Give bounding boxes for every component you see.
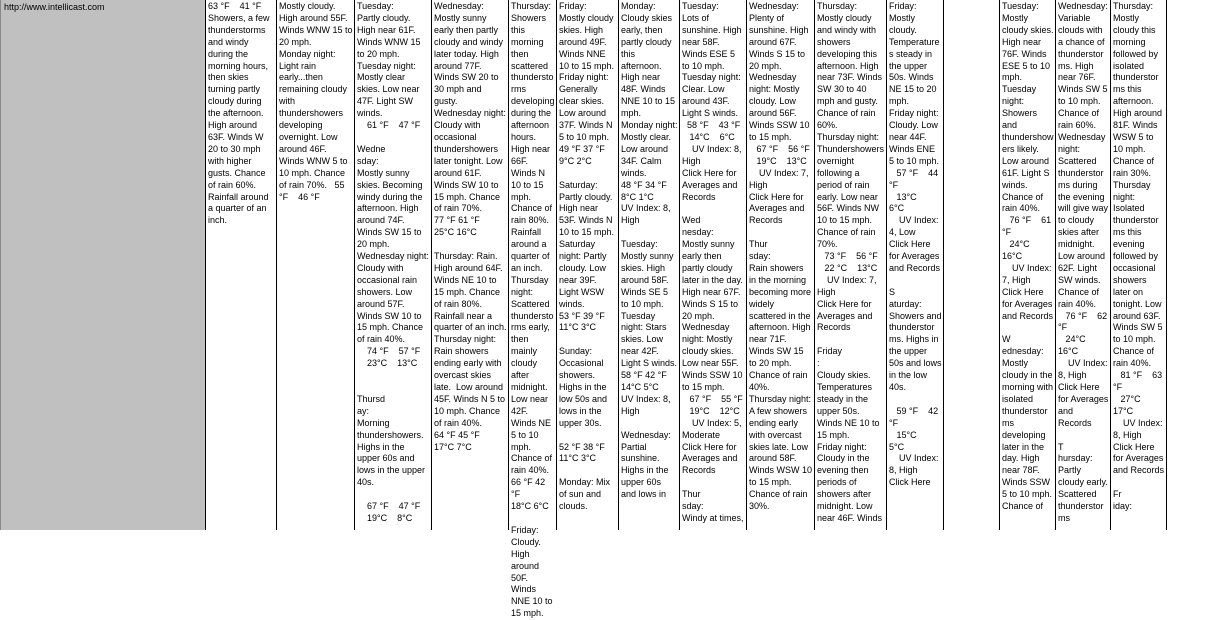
forecast-column-5: Thursday: Showers this morning then scattered thunderstorms developing during the afternoon hours. High near 66F. Winds N 10 to 15 mph. Chance of rain 80%. Rainfall around a quarter of an inch. Thursday night: Scattered thunderstorms early, then mainly cloudy after midnight. Low near 42F. Winds NE 5 to 10 mph. Chance of rain 40%. 66 °F 42 °F 18°C 6°C Friday: Cloudy. High around 50F. Winds NNE 10 to 15 mph.: [508, 0, 556, 530]
forecast-column-6: Friday: Mostly cloudy skies. High around 49F. Winds NNE 10 to 15 mph. Friday night: Generally clear skies. Low around 37F. Winds N 5 to 10 mph. 49 °F 37 °F 9°C 2°C Saturday: Partly cloudy. High near 53F. Winds N 10 to 15 mph. Saturday night: Partly cloudy. Low near 39F. Light WSW winds. 53 °F 39 °F 11°C 3°C Sunday: Occasional showers. Highs in the low 50s and lows in the upper 30s. 52 °F 38 °F 11°C 3°C Monday: Mix of sun and clouds.: [556, 0, 618, 530]
forecast-column-4: Wednesday: Mostly sunny early then partly cloudy and windy later today. High around 77F. Winds SW 20 to 30 mph and gusty. Wednesday night: Cloudy with occasional thundershowers later tonight. Low around 61F. Winds SW 10 to 15 mph. Chance of rain 70%. 77 °F 61 °F 25°C 16°C Thursday: Rain. High around 64F. Winds NE 10 to 15 mph. Chance of rain 80%. Rainfall near a quarter of an inch. Thursday night: Rain showers ending early with overcast skies late. Low around 45F. Winds N 5 to 10 mph. Chance of rain 40%. 64 °F 45 °F 17°C 7°C: [431, 0, 508, 530]
forecast-column-14: Wednesday: Variable clouds with a chance of thunderstorms. High near 76F. Winds SW 5 to 10 mph. Chance of rain 60%. Wednesday night: Scattered thunderstorms during the evening will give way to cloudy skies after midnight. Low around 62F. Light SW winds. Chance of rain 40%. 76 °F 62 °F 24°C 16°C UV Index: 8, High Click Here for Averages and Records T hursday: Partly cloudy early. Scattered thunderstorms: [1055, 0, 1110, 530]
forecast-column-8: Tuesday: Lots of sunshine. High near 58F. Winds ESE 5 to 10 mph. Tuesday night: Clear. Low around 43F. Light S winds. 58 °F 43 °F 14°C 6°C UV Index: 8, High Click Here for Averages and Records Wed nesday: Mostly sunny early then partly cloudy later in the day. High near 67F. Winds S 15 to 20 mph. Wednesday night: Mostly cloudy skies. Low near 55F. Winds SSW 10 to 15 mph. 67 °F 55 °F 19°C 12°C UV Index: 5, Moderate Click Here for Averages and Records Thur sday: Windy at times,: [679, 0, 746, 530]
forecast-column-7: Monday: Cloudy skies early, then partly cloudy this afternoon. High near 48F. Winds NNE 10 to 15 mph. Monday night: Mostly clear. Low around 34F. Calm winds. 48 °F 34 °F 8°C 1°C UV Index: 8, High Tuesday: Mostly sunny skies. High around 58F. Winds SE 5 to 10 mph. Tuesday night: Stars skies. Low near 42F. Light S winds. 58 °F 42 °F 14°C 5°C UV Index: 8, High Wednesday: Partial sunshine. Highs in the upper 60s and lows in: [618, 0, 679, 530]
forecast-column-15: Thursday: Mostly cloudy this morning followed by isolated thunderstorms this afternoon. High around 81F. Winds WSW 5 to 10 mph. Chance of rain 30%. Thursday night: Isolated thunderstorms this evening followed by occasional showers later on tonight. Low around 63F. Winds SW 5 to 10 mph. Chance of rain 40%. 81 °F 63 °F 27°C 17°C UV Index: 8, High Click Here for Averages and Records Fr iday:: [1110, 0, 1166, 530]
forecast-column-1: 63 °F 41 °F Showers, a few thunderstorms and windy during the morning hours, then skies turning partly cloudy during the afternoon. High around 63F. Winds W 20 to 30 mph with higher gusts. Chance of rain 60%. Rainfall around a quarter of an inch.: [205, 0, 276, 530]
forecast-column-11: Friday: Mostly cloudy. Temperatures steady in the upper 50s. Winds NE 15 to 20 mph. Friday night: Cloudy. Low near 44F. Winds ENE 5 to 10 mph. 57 °F 44 °F 13°C 6°C UV Index: 4, Low Click Here for Averages and Records S aturday: Showers and thunderstorms. Highs in the upper 50s and lows in the low 40s. 59 °F 42 °F 15°C 5°C UV Index: 8, High Click Here: [886, 0, 943, 530]
forecast-column-3: Tuesday: Partly cloudy. High near 61F. Winds WNW 15 to 20 mph. Tuesday night: Mostly clear skies. Low near 47F. Light SW winds. 61 °F 47 °F Wedne sday: Mostly sunny skies. Becoming windy during the afternoon. High around 74F. Winds SW 15 to 20 mph. Wednesday night: Cloudy with occasional rain showers. Low around 57F. Winds SW 10 to 15 mph. Chance of rain 40%. 74 °F 57 °F 23°C 13°C Thursd ay: Morning thundershowers. Highs in the upper 60s and lows in the upper 40s. 67 °F 47 °F 19°C 8°C: [354, 0, 431, 530]
forecast-column-9: Wednesday: Plenty of sunshine. High around 67F. Winds S 15 to 20 mph. Wednesday night: Mostly cloudy. Low around 56F. Winds SSW 10 to 15 mph. 67 °F 56 °F 19°C 13°C UV Index: 7, High Click Here for Averages and Records Thur sday: Rain showers in the morning becoming more widely scattered in the afternoon. High near 71F. Winds SW 15 to 20 mph. Chance of rain 40%. Thursday night: A few showers ending early with overcast skies late. Low around 58F. Winds WSW 10 to 15 mph. Chance of rain 30%.: [746, 0, 814, 530]
forecast-column-16: [1166, 0, 1222, 530]
url-cell[interactable]: http://www.intellicast.com: [0, 0, 205, 530]
forecast-column-12: [943, 0, 999, 530]
forecast-column-2: Mostly cloudy. High around 55F. Winds WNW 15 to 20 mph. Monday night: Light rain early...then remaining cloudy with thundershowers developing overnight. Low around 46F. Winds WNW 5 to 10 mph. Chance of rain 70%. 55 °F 46 °F: [276, 0, 354, 530]
forecast-column-10: Thursday: Mostly cloudy and windy with showers developing this afternoon. High near 73F. Winds SW 30 to 40 mph and gusty. Chance of rain 60%. Thursday night: Thundershowers overnight following a period of rain early. Low near 56F. Winds NW 10 to 15 mph. Chance of rain 70%. 73 °F 56 °F 22 °C 13°C UV Index: 7, High Click Here for Averages and Records Friday : Cloudy skies. Temperatures steady in the upper 50s. Winds NE 10 to 15 mph. Friday night: Cloudy in the evening then periods of showers after midnight. Low near 46F. Winds: [814, 0, 886, 530]
forecast-column-13: Tuesday: Mostly cloudy skies. High near 76F. Winds ESE 5 to 10 mph. Tuesday night: Showers and thundershowers likely. Low around 61F. Light S winds. Chance of rain 40%. 76 °F 61 °F 24°C 16°C UV Index: 7, High Click Here for Averages and Records W ednesday: Mostly cloudy in the morning with isolated thunderstorms developing later in the day. High near 78F. Winds SSW 5 to 10 mph. Chance of: [999, 0, 1055, 530]
